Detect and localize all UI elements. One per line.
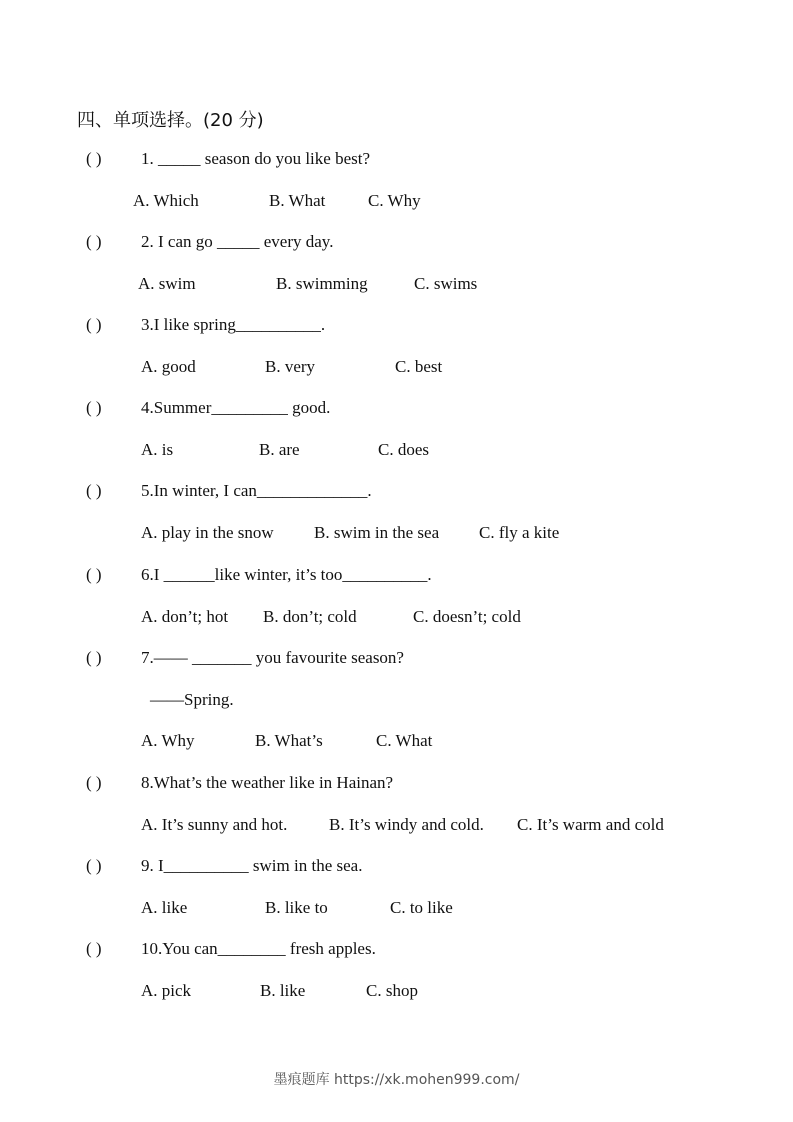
answer-blank[interactable]: ( )	[86, 648, 102, 667]
question-stem: 2. I can go _____ every day.	[141, 232, 334, 251]
question-stem: 1. _____ season do you like best?	[141, 149, 370, 168]
answer-blank[interactable]: ( )	[86, 773, 102, 792]
footer-watermark: 墨痕题库 https://xk.mohen999.com/	[273, 1072, 520, 1088]
question-stem: 3.I like spring__________.	[141, 315, 326, 334]
option-a[interactable]: A. don’t; hot	[141, 607, 229, 626]
question-6	[86, 564, 432, 586]
question-7	[86, 647, 404, 669]
question-stem: 8.What’s the weather like in Hainan?	[141, 773, 394, 792]
option-b[interactable]: B. What	[269, 191, 326, 210]
question-stem: 7.—— _______ you favourite season?	[141, 648, 404, 667]
question-9	[86, 855, 362, 877]
question-10	[86, 938, 376, 960]
question-stem: 4.Summer_________ good.	[141, 398, 331, 417]
option-b[interactable]: B. It’s windy and cold.	[329, 815, 484, 834]
option-a[interactable]: A. play in the snow	[141, 523, 274, 542]
question-1	[86, 148, 370, 170]
option-b[interactable]: B. What’s	[255, 731, 323, 750]
option-c[interactable]: C. does	[378, 440, 429, 459]
option-a[interactable]: A. pick	[141, 981, 192, 1000]
question-stem: 5.In winter, I can_____________.	[141, 481, 372, 500]
option-b[interactable]: B. don’t; cold	[263, 607, 357, 626]
option-a[interactable]: A. Which	[133, 191, 199, 210]
answer-blank[interactable]: ( )	[86, 149, 102, 168]
option-c[interactable]: C. best	[395, 357, 443, 376]
option-c[interactable]: C. swims	[414, 274, 478, 293]
option-b[interactable]: B. like to	[265, 898, 328, 917]
question-2	[86, 231, 333, 253]
question-8	[86, 772, 393, 794]
section-title: 四、单项选择。(20 分)	[77, 110, 264, 131]
question-stem: 6.I ______like winter, it’s too__________.	[141, 565, 432, 584]
option-c[interactable]: C. What	[376, 731, 433, 750]
option-b[interactable]: B. swimming	[276, 274, 368, 293]
question-4	[86, 397, 330, 419]
option-b[interactable]: B. are	[259, 440, 300, 459]
question-stem: 9. I__________ swim in the sea.	[141, 856, 363, 875]
option-b[interactable]: B. swim in the sea	[314, 523, 440, 542]
option-a[interactable]: A. is	[141, 440, 174, 459]
answer-blank[interactable]: ( )	[86, 398, 102, 417]
answer-blank[interactable]: ( )	[86, 315, 102, 334]
question-3	[86, 314, 325, 336]
option-c[interactable]: C. shop	[366, 981, 418, 1000]
option-b[interactable]: B. like	[260, 981, 306, 1000]
option-c[interactable]: C. Why	[368, 191, 421, 210]
question-5	[86, 480, 372, 502]
option-a[interactable]: A. like	[141, 898, 188, 917]
answer-blank[interactable]: ( )	[86, 939, 102, 958]
answer-blank[interactable]: ( )	[86, 481, 102, 500]
option-a[interactable]: A. good	[141, 357, 196, 376]
option-c[interactable]: C. doesn’t; cold	[413, 607, 521, 626]
question-stem: 10.You can________ fresh apples.	[141, 939, 376, 958]
dialogue-reply: ——Spring.	[150, 690, 234, 709]
option-c[interactable]: C. It’s warm and cold	[517, 815, 664, 834]
answer-blank[interactable]: ( )	[86, 856, 102, 875]
option-b[interactable]: B. very	[265, 357, 316, 376]
option-c[interactable]: C. to like	[390, 898, 453, 917]
option-a[interactable]: A. It’s sunny and hot.	[141, 815, 288, 834]
option-c[interactable]: C. fly a kite	[479, 523, 560, 542]
answer-blank[interactable]: ( )	[86, 232, 102, 251]
option-a[interactable]: A. Why	[141, 731, 195, 750]
answer-blank[interactable]: ( )	[86, 565, 102, 584]
option-a[interactable]: A. swim	[138, 274, 196, 293]
